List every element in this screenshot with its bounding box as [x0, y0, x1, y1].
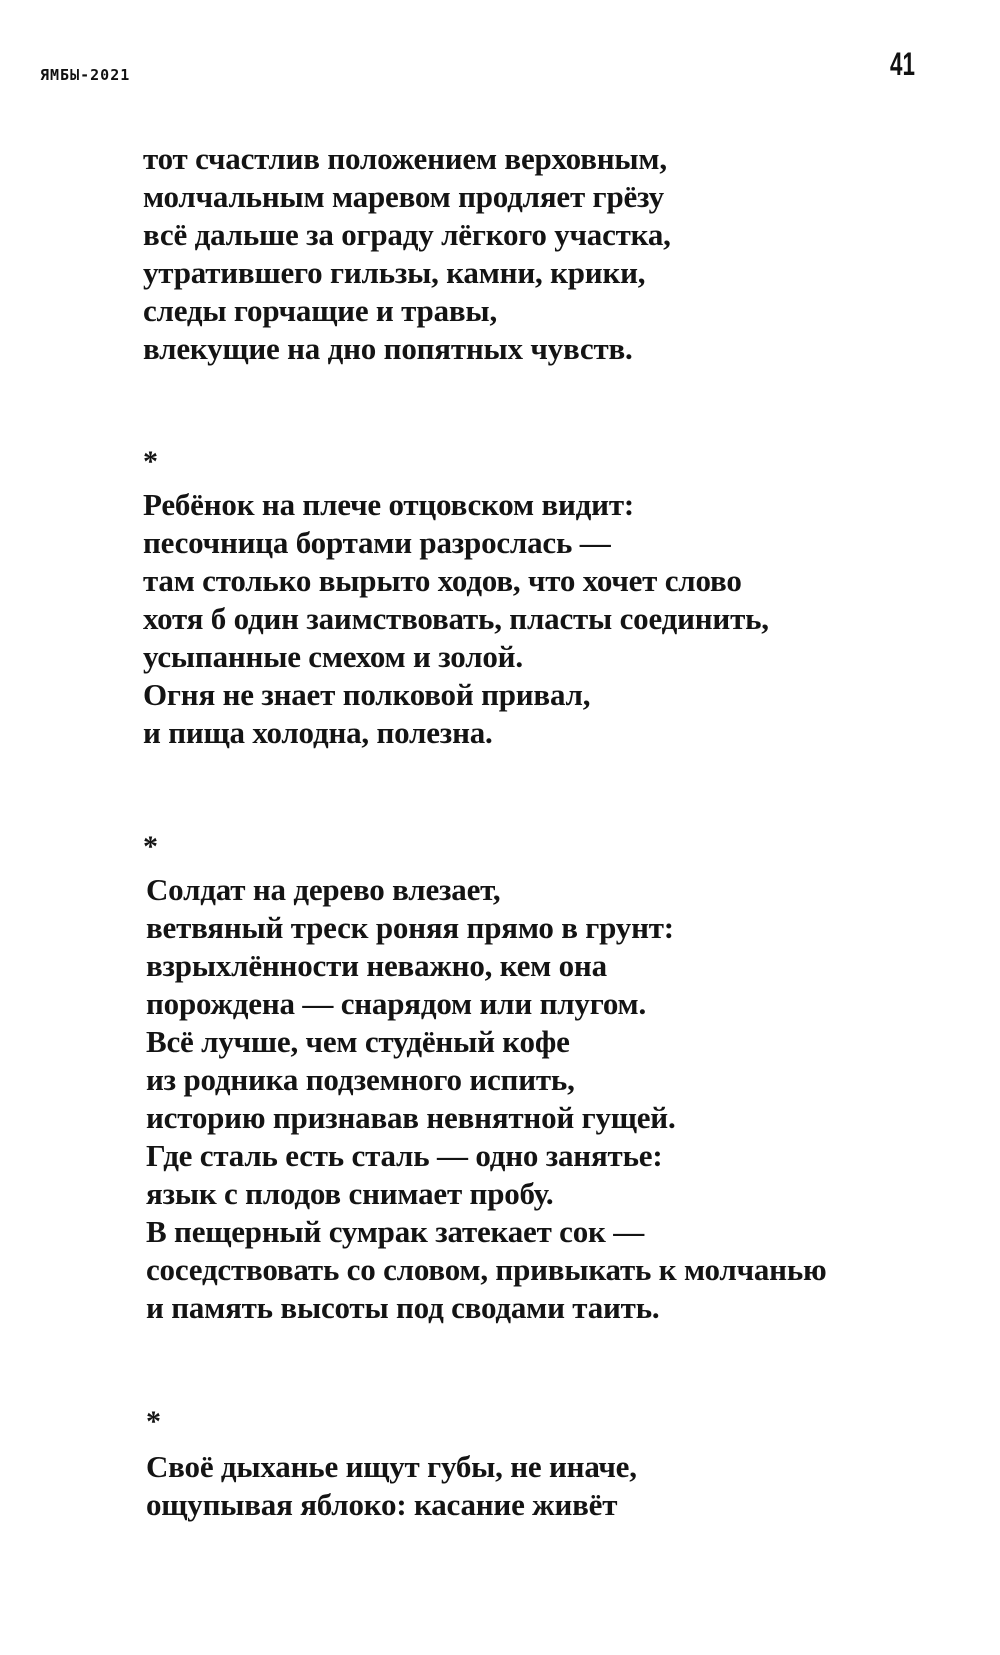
poem-line: песочница бортами разрослась — — [143, 525, 611, 560]
running-head: ЯМБЫ-2021 — [40, 66, 131, 84]
poem-line: Огня не знает полковой привал, — [143, 677, 591, 712]
poem-line: и пища холодна, полезна. — [143, 715, 493, 750]
poem-line: В пещерный сумрак затекает сок — — [146, 1214, 645, 1249]
stanza-separator: * — [143, 445, 158, 478]
page-number: 41 — [890, 46, 915, 82]
poem-line: Где сталь есть сталь — одно занятье: — [146, 1138, 663, 1173]
poem-line: влекущие на дно попятных чувств. — [143, 331, 633, 366]
poem-line: из родника подземного испить, — [146, 1062, 575, 1097]
poem-line: хотя б один заимствовать, пласты соединить, — [143, 601, 769, 636]
poem-line: и память высоты под сводами таить. — [146, 1290, 660, 1325]
poem-line: ощупывая яблоко: касание живёт — [146, 1487, 618, 1522]
poem-line: следы горчащие и травы, — [143, 293, 497, 328]
poem-line: Своё дыханье ищут губы, не иначе, — [146, 1449, 637, 1484]
poem-line: усыпанные смехом и золой. — [143, 639, 523, 674]
poem-line: там столько вырыто ходов, что хочет слово — [143, 563, 742, 598]
poem-line: молчальным маревом продляет грёзу — [143, 179, 664, 214]
poem-line: соседствовать со словом, привыкать к молчанью — [146, 1252, 827, 1287]
poem-line: тот счастлив положением верховным, — [143, 141, 667, 176]
poem-line: язык с плодов снимает пробу. — [146, 1176, 554, 1211]
poem-line: всё дальше за ограду лёгкого участка, — [143, 217, 671, 252]
poem-line: историю признавав невнятной гущей. — [146, 1100, 676, 1135]
stanza-separator: * — [146, 1405, 161, 1438]
poem-line: взрыхлённости неважно, кем она — [146, 948, 607, 983]
stanza-separator: * — [143, 830, 158, 863]
poem-line: Всё лучше, чем студёный кофе — [146, 1024, 570, 1059]
poem-line: Ребёнок на плече отцовском видит: — [143, 487, 634, 522]
poem-line: порождена — снарядом или плугом. — [146, 986, 646, 1021]
poem-line: Солдат на дерево влезает, — [146, 872, 501, 907]
poem-line: утратившего гильзы, камни, крики, — [143, 255, 646, 290]
poem-line: ветвяный треск роняя прямо в грунт: — [146, 910, 674, 945]
